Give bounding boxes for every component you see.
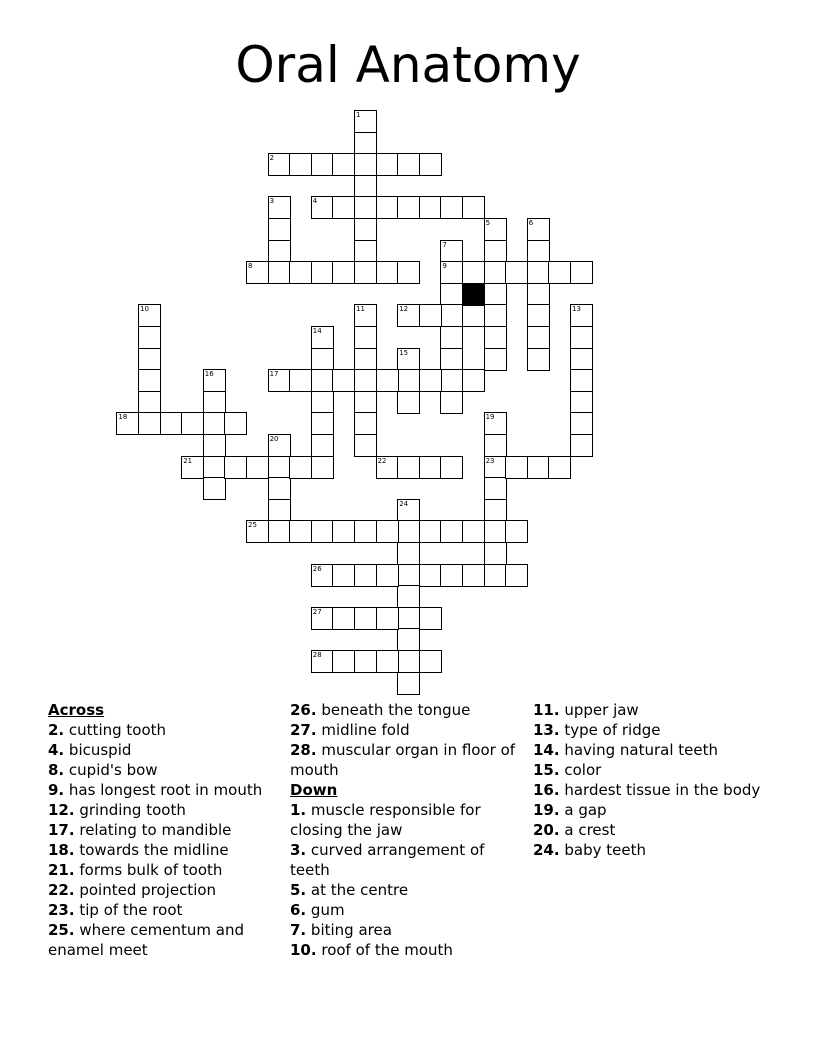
clue-text: color — [564, 761, 602, 779]
clue-number: 8. — [48, 761, 65, 779]
grid-cell[interactable] — [354, 153, 377, 176]
grid-cell[interactable] — [419, 520, 442, 543]
grid-cell[interactable] — [397, 628, 420, 651]
clue-number: 9. — [48, 781, 65, 799]
grid-cell[interactable] — [397, 499, 420, 522]
grid-cell[interactable] — [484, 326, 507, 349]
down-clue — [290, 940, 522, 960]
grid-cell[interactable] — [224, 412, 247, 435]
grid-cell[interactable] — [289, 456, 312, 479]
cell-number: 24 — [399, 499, 409, 508]
clue-text: a crest — [564, 821, 616, 839]
down-clue — [290, 880, 522, 900]
grid-cell[interactable] — [332, 520, 355, 543]
grid-cell[interactable] — [268, 520, 291, 543]
grid-cell[interactable] — [527, 283, 550, 306]
grid-cell[interactable] — [462, 196, 485, 219]
grid-cell[interactable] — [354, 348, 377, 371]
clue-number: 20. — [533, 821, 560, 839]
clue-text: at the centre — [310, 881, 409, 899]
clues-column-1 — [48, 700, 280, 960]
cell-number: 17 — [269, 370, 279, 379]
clue-text: having natural teeth — [564, 741, 719, 759]
clue-text: where cementum and enamel meet — [48, 921, 245, 959]
grid-cell[interactable] — [527, 261, 550, 284]
cell-number: 26 — [312, 564, 322, 573]
grid-cell[interactable] — [419, 369, 442, 392]
grid-cell[interactable] — [419, 607, 442, 630]
grid-cell[interactable] — [311, 261, 334, 284]
grid-cell[interactable] — [332, 196, 355, 219]
grid-cell[interactable] — [268, 499, 291, 522]
grid-cell[interactable] — [484, 261, 507, 284]
grid-cell[interactable] — [505, 520, 528, 543]
clue-number: 3. — [290, 841, 307, 859]
across-clue — [48, 820, 280, 840]
down-clue — [533, 820, 765, 840]
cell-number: 5 — [485, 219, 491, 227]
clue-number: 1. — [290, 801, 307, 819]
grid-cell[interactable] — [527, 326, 550, 349]
grid-cell[interactable] — [203, 412, 226, 435]
clue-text: hardest tissue in the body — [564, 781, 761, 799]
grid-cell[interactable] — [268, 369, 291, 392]
grid-cell[interactable] — [527, 240, 550, 263]
grid-cell[interactable] — [484, 348, 507, 371]
cell-number: 12 — [399, 305, 409, 314]
across-clue — [290, 740, 522, 780]
grid-cell[interactable] — [116, 412, 139, 435]
clue-number: 6. — [290, 901, 307, 919]
grid-cell[interactable] — [397, 564, 420, 587]
down-clue — [290, 900, 522, 920]
clue-number: 18. — [48, 841, 75, 859]
grid-cell[interactable] — [354, 175, 377, 198]
cell-number: 6 — [528, 219, 534, 227]
clue-number: 19. — [533, 801, 560, 819]
grid-cell[interactable] — [419, 196, 442, 219]
down-clue — [533, 840, 765, 860]
clue-number: 16. — [533, 781, 560, 799]
across-clue — [48, 740, 280, 760]
grid-cell[interactable] — [570, 434, 593, 457]
down-clue — [533, 780, 765, 800]
grid-cell[interactable] — [138, 348, 161, 371]
clue-text: grinding tooth — [79, 801, 186, 819]
cell-number: 28 — [312, 651, 322, 659]
clue-text: pointed projection — [79, 881, 217, 899]
grid-cell[interactable] — [354, 326, 377, 349]
grid-cell[interactable] — [505, 456, 528, 479]
clue-text: bicuspid — [68, 741, 132, 759]
grid-cell[interactable] — [332, 369, 355, 392]
across-clue — [290, 720, 522, 740]
grid-cell[interactable] — [376, 456, 399, 479]
clue-text: towards the midline — [79, 841, 229, 859]
grid-cell[interactable] — [289, 261, 312, 284]
cell-number: 1 — [356, 111, 361, 119]
grid-cell[interactable] — [354, 110, 377, 133]
grid-cell[interactable] — [462, 304, 485, 327]
grid-cell[interactable] — [268, 240, 291, 263]
grid-cell[interactable] — [354, 412, 377, 435]
down-clue — [533, 720, 765, 740]
grid-cell[interactable] — [419, 304, 442, 327]
grid-cell[interactable] — [311, 369, 334, 392]
grid-cell[interactable] — [527, 456, 550, 479]
grid-cell[interactable] — [570, 261, 593, 284]
clue-text: forms bulk of tooth — [79, 861, 223, 879]
grid-cell[interactable] — [203, 477, 226, 500]
grid-cell[interactable] — [332, 261, 355, 284]
cell-number: 27 — [312, 607, 322, 616]
grid-cell[interactable] — [354, 196, 377, 219]
grid-cell[interactable] — [332, 650, 355, 673]
puzzle-title: Oral Anatomy — [235, 36, 581, 94]
clue-text: upper jaw — [564, 701, 639, 719]
grid-cell[interactable] — [397, 196, 420, 219]
grid-cell[interactable] — [376, 369, 399, 392]
grid-cell[interactable] — [397, 304, 420, 327]
grid-cell[interactable] — [484, 304, 507, 327]
grid-cell[interactable] — [268, 477, 291, 500]
grid-cell[interactable] — [160, 412, 183, 435]
cell-number: 20 — [269, 435, 279, 443]
cell-number: 10 — [140, 305, 149, 314]
cell-number: 3 — [269, 197, 275, 206]
clue-text: tip of the root — [79, 901, 183, 919]
grid-cell[interactable] — [376, 196, 399, 219]
grid-cell[interactable] — [570, 326, 593, 349]
clue-number: 23. — [48, 901, 75, 919]
grid-cell[interactable] — [397, 542, 420, 565]
cell-number: 4 — [312, 197, 318, 206]
clue-number: 27. — [290, 721, 317, 739]
grid-cell[interactable] — [419, 456, 442, 479]
cell-number: 25 — [248, 521, 257, 530]
grid-cell[interactable] — [311, 412, 334, 435]
grid-cell[interactable] — [440, 348, 463, 371]
grid-cell[interactable] — [289, 520, 312, 543]
grid-cell[interactable] — [527, 348, 550, 371]
grid-cell[interactable] — [311, 520, 334, 543]
cell-number: 18 — [118, 413, 128, 422]
grid-cell[interactable] — [138, 304, 161, 327]
down-clue — [290, 840, 522, 880]
grid-cell[interactable] — [332, 153, 355, 176]
clue-number: 7. — [290, 921, 307, 939]
across-clue — [48, 880, 280, 900]
grid-cell[interactable] — [570, 412, 593, 435]
clue-number: 21. — [48, 861, 75, 879]
cell-number: 21 — [183, 456, 193, 465]
grid-cell[interactable] — [570, 304, 593, 327]
grid-cell[interactable] — [505, 564, 528, 587]
grid-cell[interactable] — [332, 564, 355, 587]
across-clue — [48, 900, 280, 920]
grid-cell[interactable] — [376, 650, 399, 673]
grid-cell[interactable] — [354, 240, 377, 263]
cell-number: 22 — [377, 456, 387, 465]
clue-number: 15. — [533, 761, 560, 779]
grid-cell[interactable] — [440, 304, 463, 327]
grid-cell[interactable] — [311, 326, 334, 349]
grid-cell[interactable] — [224, 456, 247, 479]
clue-text: relating to mandible — [79, 821, 232, 839]
down-heading: Down — [290, 781, 338, 799]
grid-cell[interactable] — [138, 391, 161, 414]
clue-number: 25. — [48, 921, 75, 939]
clue-text: type of ridge — [564, 721, 661, 739]
clue-text: curved arrangement of teeth — [290, 841, 485, 879]
grid-cell[interactable] — [268, 153, 291, 176]
clue-text: a gap — [564, 801, 607, 819]
clue-text: has longest root in mouth — [68, 781, 263, 799]
across-heading: Across — [48, 701, 105, 719]
grid-cell[interactable] — [376, 520, 399, 543]
grid-cell[interactable] — [376, 261, 399, 284]
clue-number: 22. — [48, 881, 75, 899]
grid-cell[interactable] — [484, 240, 507, 263]
grid-cell[interactable] — [570, 391, 593, 414]
grid-cell[interactable] — [484, 564, 507, 587]
across-clue — [290, 700, 522, 720]
grid-cell[interactable] — [268, 434, 291, 457]
grid-cell[interactable] — [311, 153, 334, 176]
clue-text: muscle responsible for closing the jaw — [290, 801, 481, 839]
grid-cell[interactable] — [440, 520, 463, 543]
cell-number: 11 — [356, 305, 365, 314]
grid-cell[interactable] — [484, 520, 507, 543]
grid-cell[interactable] — [354, 369, 377, 392]
grid-cell[interactable] — [181, 412, 204, 435]
grid-cell[interactable] — [527, 218, 550, 241]
grid-cell[interactable] — [311, 391, 334, 414]
clue-text: baby teeth — [564, 841, 646, 859]
grid-cell[interactable] — [397, 456, 420, 479]
clue-number: 4. — [48, 741, 65, 759]
grid-cell[interactable] — [440, 391, 463, 414]
cell-number: 7 — [442, 240, 447, 249]
grid-cell[interactable] — [203, 369, 226, 392]
grid-cell[interactable] — [311, 348, 334, 371]
grid-cell[interactable] — [311, 607, 334, 630]
clue-text: beneath the tongue — [321, 701, 471, 719]
grid-cell[interactable] — [354, 132, 377, 155]
grid-cell[interactable] — [462, 564, 485, 587]
across-clue — [48, 840, 280, 860]
clue-number: 10. — [290, 941, 317, 959]
grid-cell[interactable] — [397, 650, 420, 673]
clue-text: roof of the mouth — [321, 941, 453, 959]
grid-cell[interactable] — [354, 520, 377, 543]
across-clue — [48, 780, 280, 800]
grid-cell[interactable] — [376, 607, 399, 630]
grid-cell[interactable] — [484, 412, 507, 435]
grid-cell[interactable] — [440, 240, 463, 263]
grid-cell[interactable] — [440, 283, 463, 306]
clue-text: cupid's bow — [68, 761, 158, 779]
grid-cell[interactable] — [376, 153, 399, 176]
across-clue — [48, 720, 280, 740]
grid-cell[interactable] — [311, 434, 334, 457]
grid-cell[interactable] — [138, 326, 161, 349]
grid-cell[interactable] — [354, 607, 377, 630]
grid-cell[interactable] — [311, 196, 334, 219]
cell-number: 23 — [485, 456, 495, 465]
grid-cell[interactable] — [548, 456, 571, 479]
grid-cell[interactable] — [440, 369, 463, 392]
grid-cell[interactable] — [397, 348, 420, 371]
grid-cell[interactable] — [354, 650, 377, 673]
grid-cell[interactable] — [462, 520, 485, 543]
grid-cell[interactable] — [462, 261, 485, 284]
clue-number: 28. — [290, 741, 317, 759]
grid-cell[interactable] — [484, 499, 507, 522]
grid-cell[interactable] — [138, 369, 161, 392]
clue-number: 24. — [533, 841, 560, 859]
cell-number: 13 — [572, 305, 581, 314]
grid-cell[interactable] — [268, 261, 291, 284]
grid-cell[interactable] — [203, 456, 226, 479]
grid-cell[interactable] — [246, 261, 269, 284]
across-clue — [48, 920, 280, 960]
grid-cell[interactable] — [440, 564, 463, 587]
cell-number: 16 — [204, 370, 214, 379]
grid-cell[interactable] — [268, 456, 291, 479]
grid-cell[interactable] — [203, 434, 226, 457]
grid-cell[interactable] — [397, 153, 420, 176]
clue-number: 26. — [290, 701, 317, 719]
down-clue — [533, 800, 765, 820]
grid-cell[interactable] — [440, 261, 463, 284]
across-clue — [48, 800, 280, 820]
grid-cell[interactable] — [397, 672, 420, 695]
down-clue — [290, 800, 522, 840]
grid-cell[interactable] — [419, 153, 442, 176]
grid-cell[interactable] — [527, 304, 550, 327]
clues-column-2 — [290, 700, 522, 960]
grid-cell[interactable] — [246, 456, 269, 479]
clue-text: gum — [310, 901, 345, 919]
grid-cell[interactable] — [181, 456, 204, 479]
grid-cell[interactable] — [289, 153, 312, 176]
clue-number: 17. — [48, 821, 75, 839]
clue-number: 14. — [533, 741, 560, 759]
grid-cell[interactable] — [484, 456, 507, 479]
grid-cell[interactable] — [570, 369, 593, 392]
clue-number: 2. — [48, 721, 65, 739]
grid-cell[interactable] — [397, 585, 420, 608]
cell-number: 9 — [442, 262, 447, 271]
clue-number: 11. — [533, 701, 560, 719]
grid-cell[interactable] — [354, 261, 377, 284]
clue-text: cutting tooth — [68, 721, 167, 739]
grid-cell[interactable] — [440, 196, 463, 219]
grid-cell[interactable] — [484, 542, 507, 565]
cell-number: 8 — [248, 262, 253, 271]
cell-number: 19 — [485, 413, 495, 422]
grid-cell[interactable] — [548, 261, 571, 284]
grid-cell[interactable] — [440, 326, 463, 349]
grid-cell[interactable] — [462, 369, 485, 392]
grid-cell[interactable] — [354, 434, 377, 457]
clue-number: 13. — [533, 721, 560, 739]
grid-cell[interactable] — [419, 650, 442, 673]
grid-cell[interactable] — [484, 434, 507, 457]
grid-cell[interactable] — [311, 564, 334, 587]
grid-cell[interactable] — [246, 520, 269, 543]
grid-cell[interactable] — [354, 564, 377, 587]
grid-cell[interactable] — [397, 520, 420, 543]
across-clue — [48, 760, 280, 780]
across-clue — [48, 860, 280, 880]
grid-cell[interactable] — [397, 607, 420, 630]
grid-cell[interactable] — [332, 607, 355, 630]
grid-cell[interactable] — [203, 391, 226, 414]
grid-cell[interactable] — [397, 261, 420, 284]
clue-text: midline fold — [321, 721, 410, 739]
grid-cell[interactable] — [376, 564, 399, 587]
grid-cell[interactable] — [354, 304, 377, 327]
down-clue — [533, 740, 765, 760]
grid-cell[interactable] — [484, 218, 507, 241]
grid-cell[interactable] — [419, 564, 442, 587]
grid-cell[interactable] — [397, 391, 420, 414]
clue-text: biting area — [310, 921, 392, 939]
down-clue — [533, 760, 765, 780]
grid-block — [462, 283, 485, 306]
grid-cell[interactable] — [354, 391, 377, 414]
cell-number: 15 — [399, 348, 409, 357]
clue-text: muscular organ in floor of mouth — [290, 741, 516, 779]
grid-cell[interactable] — [138, 412, 161, 435]
grid-cell[interactable] — [311, 456, 334, 479]
down-clue — [290, 920, 522, 940]
grid-cell[interactable] — [268, 196, 291, 219]
clues-column-3 — [533, 700, 765, 860]
clue-number: 5. — [290, 881, 307, 899]
grid-cell[interactable] — [505, 261, 528, 284]
down-clue — [533, 700, 765, 720]
grid-cell[interactable] — [289, 369, 312, 392]
grid-cell[interactable] — [484, 477, 507, 500]
cell-number: 14 — [312, 327, 322, 335]
grid-cell[interactable] — [311, 650, 334, 673]
cell-number: 2 — [269, 154, 275, 163]
grid-cell[interactable] — [268, 218, 291, 241]
grid-cell[interactable] — [484, 283, 507, 306]
grid-cell[interactable] — [570, 348, 593, 371]
clue-number: 12. — [48, 801, 75, 819]
grid-cell[interactable] — [397, 369, 420, 392]
grid-cell[interactable] — [440, 456, 463, 479]
grid-cell[interactable] — [354, 218, 377, 241]
